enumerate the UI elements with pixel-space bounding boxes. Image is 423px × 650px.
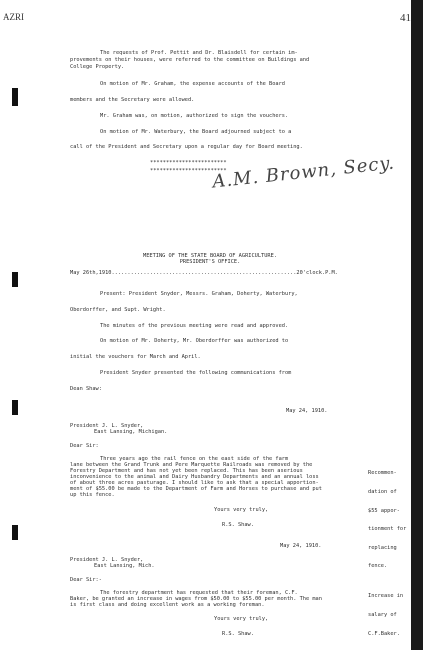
letter-body-line: up this fence. bbox=[70, 492, 115, 498]
side-note: Increase in salary of C.F.Baker. bbox=[368, 593, 404, 637]
meeting-line: Oberdorffer, and Supt. Wright. bbox=[70, 307, 166, 313]
letter-salutation: Dear Sir:- bbox=[70, 577, 102, 583]
letter-body-line: of about three acres pasturage. I should like to ask that a special apportion- bbox=[70, 480, 319, 486]
meeting-subtitle: PRESIDENT'S OFFICE. bbox=[179, 259, 241, 265]
letter-body-line: ment of $55.00 be made to the Department of Farm and Horses to purchase and put bbox=[70, 486, 322, 492]
letter-body-line: lane between the Grand Trunk and Pere Marquette Railroads was removed by the bbox=[70, 462, 313, 468]
paragraph-line: Mr. Graham was, on motion, authorized to sign the vouchers. bbox=[100, 113, 289, 119]
paragraph-line: On motion of Mr. Waterbury, the Board adjourned subject to a bbox=[100, 129, 292, 135]
letter-addressee: East Lansing, Mich. bbox=[94, 563, 155, 569]
paragraph-line: College Property. bbox=[70, 64, 125, 70]
margin-mark bbox=[12, 525, 18, 540]
letter-closing: Yours very truly, bbox=[214, 616, 269, 622]
margin-mark bbox=[12, 88, 18, 106]
paragraph-line: members and the Secretary were allowed. bbox=[70, 97, 195, 103]
paragraph-line: call of the President and Secretary upon a regular day for Board meeting. bbox=[70, 144, 303, 150]
binding-edge bbox=[411, 0, 423, 650]
paragraph-line: On motion of Mr. Graham, the expense accounts of the Board bbox=[100, 81, 285, 87]
paragraph-line: The requests of Prof. Pettit and Dr. Blaisdell for certain im- bbox=[100, 50, 298, 56]
letter-body-line: Forestry Department and has not yet been replaced. This has been aserious bbox=[70, 468, 303, 474]
margin-mark bbox=[12, 272, 18, 287]
header-code: AZRI bbox=[3, 12, 24, 22]
side-note: Recommen- dation of $55 appor- tionment for replacing fence. bbox=[368, 470, 407, 570]
meeting-line: President Snyder presented the following communications from bbox=[100, 370, 292, 376]
paragraph-line: provements on their houses, were referred to the committee on Buildings and bbox=[70, 57, 310, 63]
letter-salutation: Dear Sir: bbox=[70, 443, 99, 449]
letter-signer: R.S. Shaw. bbox=[222, 522, 254, 528]
letter-closing: Yours very truly, bbox=[214, 507, 269, 513]
meeting-line: The minutes of the previous meeting were read and approved. bbox=[100, 323, 289, 329]
separator-stars: ************************ bbox=[150, 168, 227, 174]
letter-body-line: Baker, be granted an increase in wages from $50.00 to $55.00 per month. The man bbox=[70, 596, 322, 602]
letter-body-line: The forestry department has requested that their foreman, C.F. bbox=[100, 590, 298, 596]
letter-body-line: is first class and doing excellent work as a working foreman. bbox=[70, 602, 265, 608]
meeting-line: Dean Shaw: bbox=[70, 386, 102, 392]
letter-signer: R.S. Shaw. bbox=[222, 631, 254, 637]
meeting-title: MEETING OF THE STATE BOARD OF AGRICULTURE. bbox=[143, 253, 277, 259]
letter-addressee: President J. L. Snyder, bbox=[70, 557, 144, 563]
meeting-line: initial the vouchers for March and April. bbox=[70, 354, 201, 360]
letter-date: May 24, 1910. bbox=[280, 543, 322, 549]
meeting-date-line: May 26th,1910..........................................................20'clock.P.M. bbox=[70, 270, 338, 276]
secretary-signature: A.M. Brown, Secy. bbox=[211, 152, 396, 193]
letter-addressee: President J. L. Snyder, bbox=[70, 423, 144, 429]
letter-addressee: East Lansing, Michigan. bbox=[94, 429, 168, 435]
separator-stars: ************************ bbox=[150, 160, 227, 166]
meeting-line: On motion of Mr. Doherty, Mr. Oberdorffer was authorized to bbox=[100, 338, 289, 344]
meeting-line: Present: President Snyder, Messrs. Graham, Doherty, Waterbury, bbox=[100, 291, 298, 297]
page-number: 41 bbox=[400, 12, 411, 24]
letter-body-line: Three years ago the rail fence on the east side of the farm bbox=[100, 456, 289, 462]
margin-mark bbox=[12, 400, 18, 415]
letter-body-line: inconvenience to the animal and Dairy Husbandry Departments and an annual loss bbox=[70, 474, 319, 480]
letter-date: May 24, 1910. bbox=[286, 408, 328, 414]
